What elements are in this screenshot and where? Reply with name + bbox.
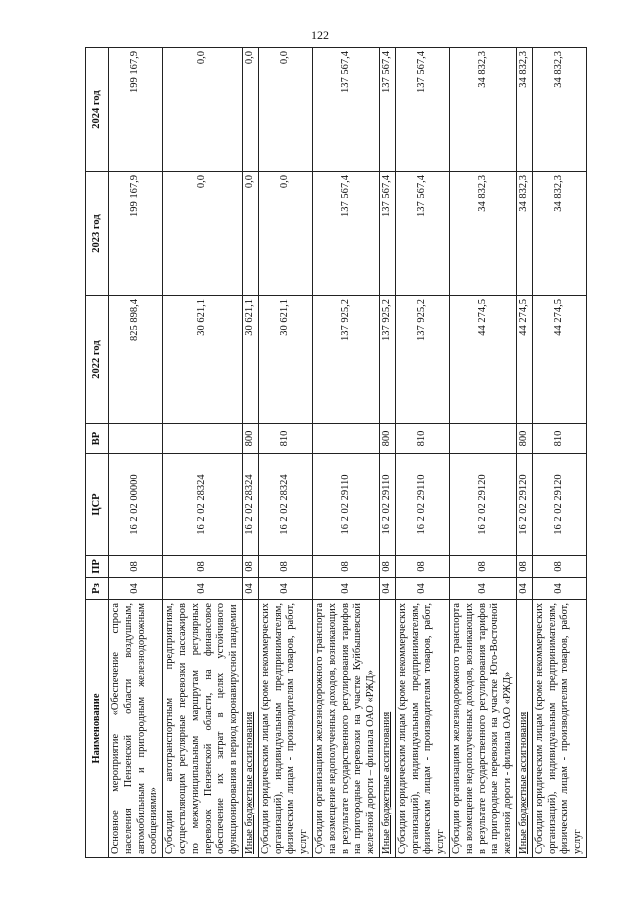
row-name: Иные бюджетные ассигнования xyxy=(242,600,258,858)
table-row xyxy=(449,48,516,858)
row-2022: 30 621,1 xyxy=(258,296,312,424)
row-csr: 16 2 02 29110 xyxy=(395,454,449,556)
row-pr: 08 xyxy=(163,556,243,578)
row-name: Субсидии юридическим лицам (кроме некоммерческих организаций), индивидуальным предпринимателям, физическим лицам - производителям товаров, работ, услуг xyxy=(532,600,586,858)
header-rz: Рз xyxy=(86,578,109,600)
row-vr: 810 xyxy=(395,424,449,454)
row-2024: 34 832,3 xyxy=(449,48,516,172)
row-2022: 137 925,2 xyxy=(379,296,395,424)
row-pr: 08 xyxy=(395,556,449,578)
row-vr xyxy=(109,424,163,454)
row-pr: 08 xyxy=(532,556,586,578)
row-rz: 04 xyxy=(379,578,395,600)
budget-table xyxy=(85,47,587,858)
row-2024: 199 167,9 xyxy=(109,48,163,172)
row-vr: 810 xyxy=(258,424,312,454)
table-row xyxy=(312,48,379,858)
header-vr: ВР xyxy=(86,424,109,454)
row-2023: 199 167,9 xyxy=(109,172,163,296)
row-name: Иные бюджетные ассигнования xyxy=(379,600,395,858)
table-row xyxy=(109,48,163,858)
row-2022: 137 925,2 xyxy=(312,296,379,424)
row-csr: 16 2 02 28324 xyxy=(258,454,312,556)
row-csr: 16 2 02 29120 xyxy=(449,454,516,556)
page-number: 122 xyxy=(311,28,329,42)
row-name: Иные бюджетные ассигнования xyxy=(516,600,532,858)
row-2023: 0,0 xyxy=(258,172,312,296)
row-2022: 30 621,1 xyxy=(163,296,243,424)
row-2024: 137 567,4 xyxy=(312,48,379,172)
row-vr: 800 xyxy=(242,424,258,454)
row-2024: 34 832,3 xyxy=(516,48,532,172)
row-2022: 44 274,5 xyxy=(449,296,516,424)
row-rz: 04 xyxy=(532,578,586,600)
header-2024: 2024 год xyxy=(86,48,109,172)
row-pr: 08 xyxy=(379,556,395,578)
row-2023: 0,0 xyxy=(163,172,243,296)
row-vr xyxy=(312,424,379,454)
row-2023: 34 832,3 xyxy=(516,172,532,296)
header-2023: 2023 год xyxy=(86,172,109,296)
row-rz: 04 xyxy=(449,578,516,600)
row-2023: 0,0 xyxy=(242,172,258,296)
row-rz: 04 xyxy=(242,578,258,600)
row-name: Субсидии автотранспортным предприятиям, осуществляющим регулярные перевозки пассажиров по межмуниципальным маршрутам регулярных перевозок Пензенской области, на финансовое обеспечение их затрат в целях устойчивого функционирования в период коронавирусной пандемии xyxy=(163,600,243,858)
row-rz: 04 xyxy=(109,578,163,600)
row-rz: 04 xyxy=(258,578,312,600)
row-rz: 04 xyxy=(395,578,449,600)
row-2024: 0,0 xyxy=(163,48,243,172)
row-2022: 30 621,1 xyxy=(242,296,258,424)
row-vr: 800 xyxy=(516,424,532,454)
row-pr: 08 xyxy=(109,556,163,578)
table-row xyxy=(379,48,395,858)
header-name: Наименование xyxy=(86,600,109,858)
row-vr xyxy=(449,424,516,454)
row-2024: 0,0 xyxy=(258,48,312,172)
row-csr: 16 2 02 28324 xyxy=(163,454,243,556)
row-2023: 137 567,4 xyxy=(379,172,395,296)
table-header-row xyxy=(86,48,109,858)
header-csr: ЦСР xyxy=(86,454,109,556)
table-row xyxy=(395,48,449,858)
row-2024: 34 832,3 xyxy=(532,48,586,172)
row-2023: 34 832,3 xyxy=(449,172,516,296)
table-row xyxy=(242,48,258,858)
row-pr: 08 xyxy=(516,556,532,578)
row-2023: 137 567,4 xyxy=(395,172,449,296)
row-2023: 34 832,3 xyxy=(532,172,586,296)
row-2024: 137 567,4 xyxy=(395,48,449,172)
rotated-page-area xyxy=(85,48,584,858)
row-csr: 16 2 02 29120 xyxy=(532,454,586,556)
row-pr: 08 xyxy=(312,556,379,578)
row-csr: 16 2 02 29110 xyxy=(379,454,395,556)
row-rz: 04 xyxy=(163,578,243,600)
row-csr: 16 2 02 29120 xyxy=(516,454,532,556)
row-2022: 44 274,5 xyxy=(532,296,586,424)
row-name: Основное мероприятие «Обеспечение спроса населения Пензенской области воздушным, автомобильным и пригородным железнодорожным сообщениями» xyxy=(109,600,163,858)
row-pr: 08 xyxy=(242,556,258,578)
table-row xyxy=(532,48,586,858)
row-2023: 137 567,4 xyxy=(312,172,379,296)
row-name: Субсидии организациям железнодорожного транспорта на возмещение недополученных доходов, возникающих в результате государственного регулирования тарифов на пригородные перевозки на участке Юго-Восточной железной дороги - филиала ОАО «РЖД» xyxy=(449,600,516,858)
table-row xyxy=(258,48,312,858)
row-name: Субсидии юридическим лицам (кроме некоммерческих организаций), индивидуальным предпринимателям, физическим лицам - производителям товаров, работ, услуг xyxy=(258,600,312,858)
row-name: Субсидии юридическим лицам (кроме некоммерческих организаций), индивидуальным предпринимателям, физическим лицам - производителям товаров, работ, услуг xyxy=(395,600,449,858)
row-csr: 16 2 02 00000 xyxy=(109,454,163,556)
row-2022: 137 925,2 xyxy=(395,296,449,424)
row-vr: 810 xyxy=(532,424,586,454)
table-row xyxy=(163,48,243,858)
header-2022: 2022 год xyxy=(86,296,109,424)
row-vr: 800 xyxy=(379,424,395,454)
row-rz: 04 xyxy=(312,578,379,600)
header-pr: ПР xyxy=(86,556,109,578)
row-pr: 08 xyxy=(258,556,312,578)
row-csr: 16 2 02 29110 xyxy=(312,454,379,556)
row-2024: 137 567,4 xyxy=(379,48,395,172)
row-vr xyxy=(163,424,243,454)
row-name: Субсидии организациям железнодорожного транспорта на возмещение недополученных доходов, возникающих в результате государственного регулирования тарифов на пригородные перевозки на участке Куйбышевской железной дороги – филиала ОАО «РЖД» xyxy=(312,600,379,858)
row-2022: 44 274,5 xyxy=(516,296,532,424)
row-rz: 04 xyxy=(516,578,532,600)
row-2024: 0,0 xyxy=(242,48,258,172)
row-csr: 16 2 02 28324 xyxy=(242,454,258,556)
row-2022: 825 898,4 xyxy=(109,296,163,424)
row-pr: 08 xyxy=(449,556,516,578)
table-row xyxy=(516,48,532,858)
rotated-table-container xyxy=(85,48,584,858)
